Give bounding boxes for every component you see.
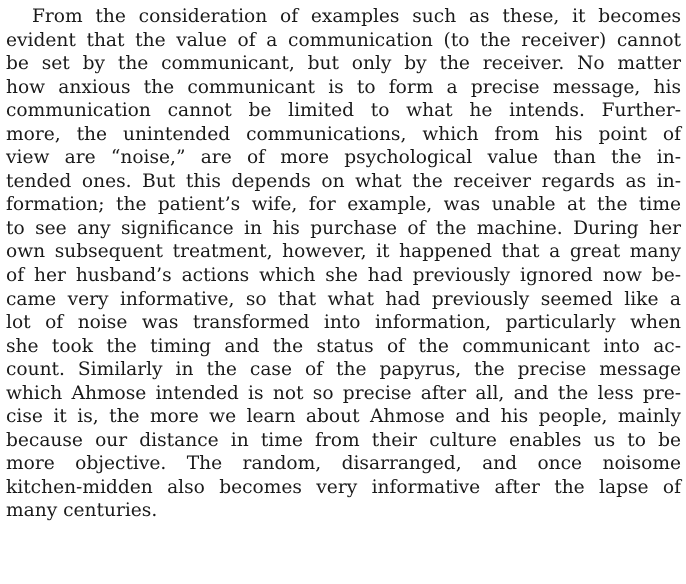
text-line: of her husband’s actions which she had previously ignored now be-	[6, 265, 681, 287]
text-line: tended ones. But this depends on what the receiver regards as in-	[6, 170, 681, 192]
text-line: because our distance in time from their culture enables us to be	[6, 429, 681, 451]
text-line: more objective. The random, disarranged, and once noisome	[6, 453, 681, 475]
text-line: lot of noise was transformed into information, particularly when	[6, 312, 681, 334]
text-line: which Ahmose intended is not so precise after all, and the less pre-	[6, 382, 681, 404]
text-line: to see any significance in his purchase of the machine. During her	[6, 217, 681, 239]
text-line: many centuries.	[6, 500, 158, 522]
text-line: own subsequent treatment, however, it happened that a great many	[6, 241, 681, 263]
text-line: communication cannot be limited to what he intends. Further-	[6, 100, 681, 122]
text-line: formation; the patient’s wife, for example, was unable at the time	[6, 194, 681, 216]
text-line: more, the unintended communications, which from his point of	[6, 123, 681, 145]
text-line: she took the timing and the status of the communicant into ac-	[6, 335, 681, 357]
text-line: evident that the value of a communication (to the receiver) cannot	[6, 29, 681, 51]
text-line: came very informative, so that what had previously seemed like a	[6, 288, 681, 310]
text-line: cise it is, the more we learn about Ahmose and his people, mainly	[6, 406, 681, 428]
document-page	[6, 5, 681, 579]
body-paragraph	[6, 5, 681, 523]
text-line: count. Similarly in the case of the papyrus, the precise message	[6, 359, 681, 381]
text-line: kitchen-midden also becomes very informative after the lapse of	[6, 476, 681, 498]
text-line: From the consideration of examples such as these, it becomes	[32, 6, 681, 27]
text-line: how anxious the communicant is to form a precise message, his	[6, 76, 681, 98]
text-line: be set by the communicant, but only by the receiver. No matter	[6, 53, 681, 75]
text-line: view are “noise,” are of more psychological value than the in-	[6, 147, 681, 169]
